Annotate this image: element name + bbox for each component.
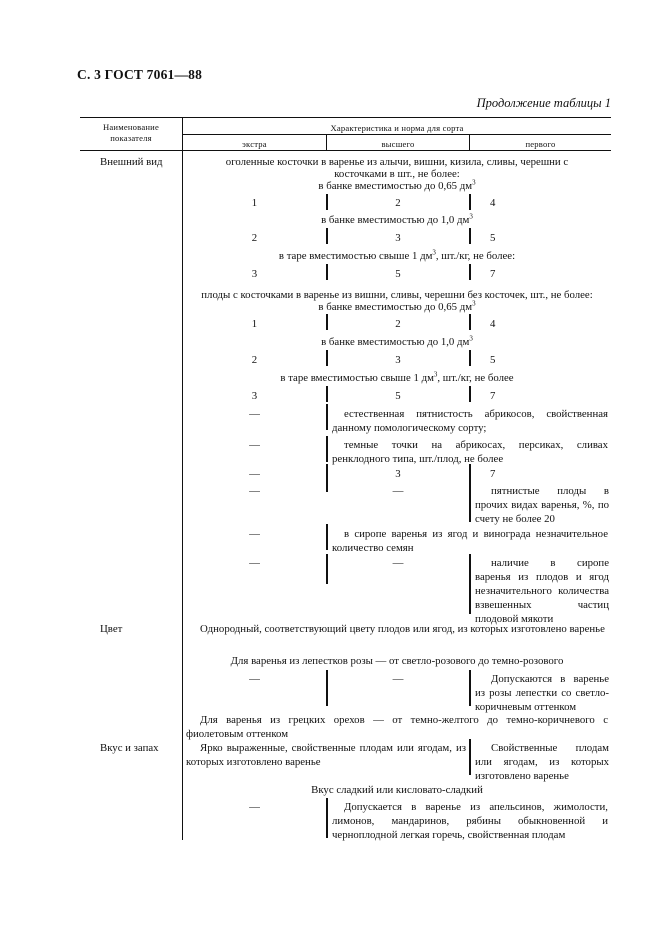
grade-divider bbox=[326, 798, 328, 838]
pitted-intro-line-1: оголенные косточки в варенье из алычи, вишни, кизила, сливы, черешни с bbox=[225, 156, 569, 168]
row-label-appearance: Внешний вид bbox=[100, 156, 163, 168]
table-top-rule bbox=[80, 117, 611, 118]
jar-10b-sup: 3 bbox=[469, 334, 473, 343]
value-extra-dash: — bbox=[249, 528, 260, 540]
jar-10b-caption bbox=[183, 335, 611, 349]
jar-10-text: в банке вместимостью до 1,0 дм bbox=[321, 214, 470, 226]
grade-divider bbox=[469, 350, 471, 366]
value-first: 5 bbox=[490, 354, 496, 366]
grade-divider bbox=[469, 264, 471, 280]
value-first: 4 bbox=[490, 318, 496, 330]
grade-higher-header: высшего bbox=[381, 139, 415, 149]
value-extra-dash: — bbox=[249, 439, 260, 451]
row-label-color: Цвет bbox=[100, 623, 123, 635]
jar-10b-text: в банке вместимостью до 1,0 дм bbox=[321, 336, 470, 348]
jar-065b-sup: 3 bbox=[472, 299, 476, 308]
grade-divider bbox=[326, 524, 328, 550]
seeds-text: в сиропе варенья из ягод и винограда незначительное количество семян bbox=[332, 528, 608, 554]
taste-first-text: Свойственные плодам или ягодам, из которых изготовлено варенье bbox=[475, 742, 609, 782]
value-extra-dash: — bbox=[249, 673, 260, 685]
grade-divider bbox=[469, 482, 471, 522]
row-label-taste: Вкус и запах bbox=[100, 742, 159, 754]
grade-divider bbox=[326, 436, 328, 462]
tare-a-sup: 3 bbox=[432, 248, 436, 257]
value-extra-dash: — bbox=[249, 801, 260, 813]
page-title: С. 3 ГОСТ 7061—88 bbox=[77, 67, 203, 82]
value-first: 7 bbox=[490, 268, 496, 280]
value-first: 5 bbox=[490, 232, 496, 244]
value-extra: 2 bbox=[251, 354, 258, 366]
pitted-intro-line-2: косточками в шт., не более: bbox=[334, 168, 460, 180]
tare-a-text: в таре вместимостью свыше 1 дм bbox=[278, 250, 433, 262]
grade-divider bbox=[326, 404, 328, 430]
value-first: 7 bbox=[490, 390, 496, 402]
spotted-fruit-text: пятнистые плоды в прочих видах варенья, %, по счету не более 20 bbox=[475, 485, 609, 525]
tare-a-rest: , шт./кг, не более: bbox=[435, 250, 516, 262]
grade-divider bbox=[469, 314, 471, 330]
color-walnut-text: Для варенья из грецких орехов — от темно-желтого до темно-коричневого с фиолетовым оттенком bbox=[186, 714, 608, 740]
grade-divider bbox=[469, 739, 471, 775]
value-first: 4 bbox=[490, 197, 496, 209]
tare-a-caption bbox=[183, 249, 611, 263]
grade-extra-header: экстра bbox=[242, 139, 267, 149]
grade-divider bbox=[469, 386, 471, 402]
value-extra: 3 bbox=[251, 390, 258, 402]
value-higher: 3 bbox=[395, 232, 401, 244]
value-higher: 2 bbox=[395, 318, 401, 330]
grade-divider bbox=[469, 194, 471, 210]
jar-10-caption bbox=[183, 213, 611, 227]
tare-b-sup: 3 bbox=[433, 370, 438, 379]
value-higher: 3 bbox=[395, 354, 401, 366]
value-higher-dash: — bbox=[392, 557, 404, 569]
jar-10-sup: 3 bbox=[469, 212, 473, 221]
tare-b-rest: , шт./кг, не более bbox=[437, 372, 514, 384]
taste-high-text: Ярко выраженные, свойственные плодам или ягодам, из которых изготовлено варенье bbox=[186, 742, 466, 768]
color-general-text: Однородный, соответствующий цвету плодов или ягод, из которых изготовлено варенье bbox=[200, 623, 605, 635]
grade-divider bbox=[469, 228, 471, 244]
value-extra: 2 bbox=[251, 232, 258, 244]
value-extra: — bbox=[249, 468, 260, 480]
value-higher: 5 bbox=[395, 390, 401, 402]
grade-first-header: первого bbox=[525, 139, 556, 149]
value-first: 7 bbox=[490, 468, 496, 480]
jar-065-text: в банке вместимостью до 0,65 дм bbox=[318, 180, 473, 192]
value-higher-dash: — bbox=[392, 673, 404, 685]
grade-group-header: Характеристика и норма для сорта bbox=[330, 123, 464, 133]
color-rose-text: Для варенья из лепестков розы — от светло-розового до темно-розового bbox=[230, 655, 564, 667]
tare-b-caption bbox=[183, 371, 611, 385]
table-continuation-label: Продолжение таблицы 1 bbox=[476, 96, 611, 110]
grade-divider bbox=[469, 670, 471, 706]
value-higher: 3 bbox=[395, 468, 401, 480]
pitted2-line-1: плоды с косточками в варенье из вишни, сливы, черешни без косточек, шт., не более: bbox=[201, 289, 593, 301]
indicator-header bbox=[82, 122, 180, 144]
indicator-header-line-1: Наименование bbox=[103, 122, 159, 132]
value-extra: 3 bbox=[251, 268, 258, 280]
jar-065-caption bbox=[183, 179, 611, 193]
value-higher: 2 bbox=[395, 197, 401, 209]
indicator-header-line-2: показателя bbox=[110, 133, 152, 143]
grade-divider bbox=[469, 554, 471, 614]
taste-bitter-text: Допускается в варенье из апельсинов, жимолости, лимонов, мандаринов, рябины обыкновенной и черноплодной легкая горечь, свойственная плодам bbox=[332, 801, 608, 841]
jar-065b-caption bbox=[183, 300, 611, 314]
value-extra-dash: — bbox=[249, 408, 260, 420]
value-extra: 1 bbox=[251, 318, 258, 330]
value-extra-dash: — bbox=[249, 485, 260, 497]
taste-sweet-text: Вкус сладкий или кисловато-сладкий bbox=[311, 784, 483, 796]
pulp-text: наличие в сиропе варенья из плодов и ягод незначительного количества взвешенных частиц плодовой мякоти bbox=[475, 557, 609, 625]
rose-first-text: Допускаются в варенье из розы лепестки со светло-коричневым оттенком bbox=[475, 673, 609, 713]
value-extra: 1 bbox=[251, 197, 258, 209]
value-extra-dash: — bbox=[249, 557, 260, 569]
value-higher-dash: — bbox=[392, 485, 404, 497]
value-higher: 5 bbox=[395, 268, 401, 280]
jar-065-sup: 3 bbox=[472, 178, 476, 187]
spots-text: естественная пятнистость абрикосов, свойственная данному помологическому сорту; bbox=[332, 408, 608, 434]
jar-065b-text: в банке вместимостью до 0,65 дм bbox=[318, 301, 473, 313]
grade-divider bbox=[469, 464, 471, 482]
tare-b-text: в таре вместимостью свыше 1 дм bbox=[280, 372, 434, 384]
dots-text: темные точки на абрикосах, персиках, сливах ренклодного типа, шт./плод, не более bbox=[332, 439, 608, 465]
